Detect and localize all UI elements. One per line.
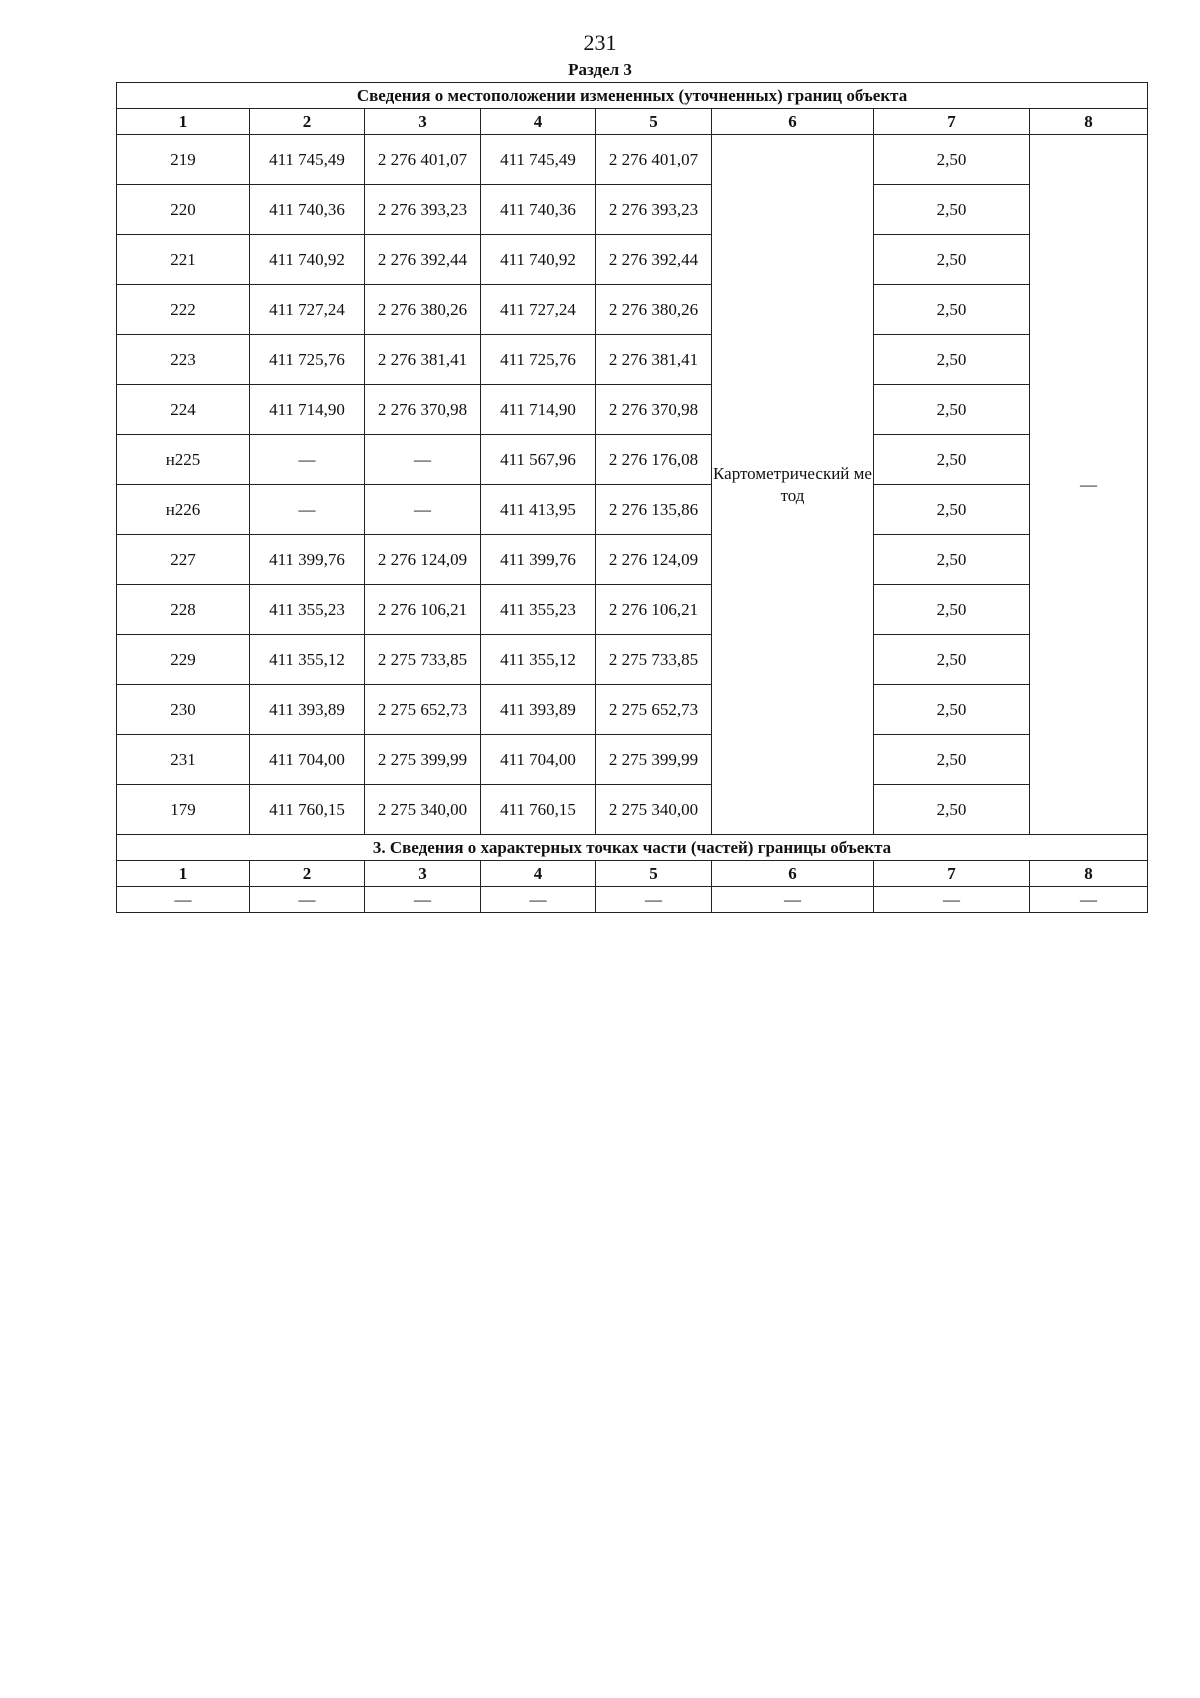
column-number: 3 bbox=[365, 861, 481, 887]
x-new-cell: 411 714,90 bbox=[481, 385, 596, 435]
y-old-cell: 2 275 399,99 bbox=[365, 735, 481, 785]
y-old-cell: 2 275 652,73 bbox=[365, 685, 481, 735]
column-number: 3 bbox=[365, 109, 481, 135]
empty-cell: — bbox=[874, 887, 1030, 913]
x-new-cell: 411 413,95 bbox=[481, 485, 596, 535]
x-new-cell: 411 740,36 bbox=[481, 185, 596, 235]
accuracy-cell: 2,50 bbox=[874, 335, 1030, 385]
x-old-cell: 411 355,23 bbox=[250, 585, 365, 635]
table-body bbox=[117, 83, 1148, 913]
y-old-cell: 2 276 380,26 bbox=[365, 285, 481, 335]
method-cell: Картометрический метод bbox=[712, 135, 874, 835]
accuracy-cell: 2,50 bbox=[874, 435, 1030, 485]
empty-cell: — bbox=[250, 887, 365, 913]
y-old-cell: 2 276 381,41 bbox=[365, 335, 481, 385]
x-new-cell: 411 355,23 bbox=[481, 585, 596, 635]
x-new-cell: 411 567,96 bbox=[481, 435, 596, 485]
x-old-cell: 411 740,36 bbox=[250, 185, 365, 235]
accuracy-cell: 2,50 bbox=[874, 785, 1030, 835]
table-row bbox=[117, 635, 1148, 685]
point-cell: 223 bbox=[117, 335, 250, 385]
table-row bbox=[117, 185, 1148, 235]
y-new-cell: 2 276 370,98 bbox=[596, 385, 712, 435]
y-new-cell: 2 275 340,00 bbox=[596, 785, 712, 835]
point-cell: 179 bbox=[117, 785, 250, 835]
y-new-cell: 2 276 135,86 bbox=[596, 485, 712, 535]
table-row bbox=[117, 485, 1148, 535]
column-number: 6 bbox=[712, 109, 874, 135]
point-cell: 222 bbox=[117, 285, 250, 335]
column-number: 7 bbox=[874, 109, 1030, 135]
x-old-cell: 411 355,12 bbox=[250, 635, 365, 685]
table-row bbox=[117, 385, 1148, 435]
column-number: 8 bbox=[1030, 861, 1148, 887]
table-row bbox=[117, 785, 1148, 835]
y-old-cell: 2 275 733,85 bbox=[365, 635, 481, 685]
column-number: 1 bbox=[117, 109, 250, 135]
empty-cell: — bbox=[481, 887, 596, 913]
y-new-cell: 2 276 392,44 bbox=[596, 235, 712, 285]
x-old-cell: 411 399,76 bbox=[250, 535, 365, 585]
accuracy-cell: 2,50 bbox=[874, 135, 1030, 185]
y-new-cell: 2 275 652,73 bbox=[596, 685, 712, 735]
x-old-cell: 411 714,90 bbox=[250, 385, 365, 435]
column-number: 5 bbox=[596, 109, 712, 135]
col8-cell: — bbox=[1030, 135, 1148, 835]
x-old-cell: 411 740,92 bbox=[250, 235, 365, 285]
accuracy-cell: 2,50 bbox=[874, 485, 1030, 535]
point-cell: 227 bbox=[117, 535, 250, 585]
y-old-cell: 2 276 124,09 bbox=[365, 535, 481, 585]
y-old-cell: 2 276 401,07 bbox=[365, 135, 481, 185]
x-new-cell: 411 399,76 bbox=[481, 535, 596, 585]
empty-cell: — bbox=[117, 887, 250, 913]
column-number: 2 bbox=[250, 861, 365, 887]
point-cell: 221 bbox=[117, 235, 250, 285]
column-number: 5 bbox=[596, 861, 712, 887]
x-old-cell: 411 745,49 bbox=[250, 135, 365, 185]
point-cell: н226 bbox=[117, 485, 250, 535]
y-new-cell: 2 275 733,85 bbox=[596, 635, 712, 685]
accuracy-cell: 2,50 bbox=[874, 235, 1030, 285]
point-cell: 219 bbox=[117, 135, 250, 185]
point-cell: 224 bbox=[117, 385, 250, 435]
y-new-cell: 2 276 380,26 bbox=[596, 285, 712, 335]
x-new-cell: 411 740,92 bbox=[481, 235, 596, 285]
accuracy-cell: 2,50 bbox=[874, 585, 1030, 635]
y-old-cell: 2 276 106,21 bbox=[365, 585, 481, 635]
section-title: Раздел 3 bbox=[568, 60, 632, 79]
x-old-cell: 411 725,76 bbox=[250, 335, 365, 385]
y-old-cell: 2 276 393,23 bbox=[365, 185, 481, 235]
x-old-cell: 411 393,89 bbox=[250, 685, 365, 735]
table-row bbox=[117, 585, 1148, 635]
y-old-cell: — bbox=[365, 435, 481, 485]
column-number: 6 bbox=[712, 861, 874, 887]
accuracy-cell: 2,50 bbox=[874, 185, 1030, 235]
table-row bbox=[117, 335, 1148, 385]
x-new-cell: 411 727,24 bbox=[481, 285, 596, 335]
x-new-cell: 411 393,89 bbox=[481, 685, 596, 735]
x-old-cell: 411 760,15 bbox=[250, 785, 365, 835]
accuracy-cell: 2,50 bbox=[874, 685, 1030, 735]
table2-column-numbers bbox=[117, 861, 1148, 887]
empty-cell: — bbox=[712, 887, 874, 913]
point-cell: 230 bbox=[117, 685, 250, 735]
x-new-cell: 411 725,76 bbox=[481, 335, 596, 385]
page-number: 231 bbox=[583, 30, 617, 55]
y-old-cell: 2 275 340,00 bbox=[365, 785, 481, 835]
column-number: 2 bbox=[250, 109, 365, 135]
table-row bbox=[117, 535, 1148, 585]
x-old-cell: 411 727,24 bbox=[250, 285, 365, 335]
y-old-cell: 2 276 392,44 bbox=[365, 235, 481, 285]
x-new-cell: 411 760,15 bbox=[481, 785, 596, 835]
table1-caption: Сведения о местоположении измененных (уточненных) границ объекта bbox=[117, 83, 1148, 109]
accuracy-cell: 2,50 bbox=[874, 535, 1030, 585]
column-number: 4 bbox=[481, 109, 596, 135]
table-row bbox=[117, 285, 1148, 335]
y-new-cell: 2 276 124,09 bbox=[596, 535, 712, 585]
column-number: 7 bbox=[874, 861, 1030, 887]
empty-cell: — bbox=[365, 887, 481, 913]
point-cell: 228 bbox=[117, 585, 250, 635]
y-new-cell: 2 276 401,07 bbox=[596, 135, 712, 185]
table1-caption-row bbox=[117, 83, 1148, 109]
table-row bbox=[117, 135, 1148, 185]
column-number: 1 bbox=[117, 861, 250, 887]
accuracy-cell: 2,50 bbox=[874, 735, 1030, 785]
boundary-table bbox=[116, 82, 1148, 913]
x-old-cell: — bbox=[250, 435, 365, 485]
table2-caption-row bbox=[117, 835, 1148, 861]
accuracy-cell: 2,50 bbox=[874, 635, 1030, 685]
x-old-cell: 411 704,00 bbox=[250, 735, 365, 785]
point-cell: 220 bbox=[117, 185, 250, 235]
y-new-cell: 2 276 176,08 bbox=[596, 435, 712, 485]
y-new-cell: 2 276 381,41 bbox=[596, 335, 712, 385]
column-number: 4 bbox=[481, 861, 596, 887]
x-new-cell: 411 745,49 bbox=[481, 135, 596, 185]
table-row bbox=[117, 435, 1148, 485]
x-new-cell: 411 704,00 bbox=[481, 735, 596, 785]
empty-cell: — bbox=[596, 887, 712, 913]
table2-caption: 3. Сведения о характерных точках части (частей) границы объекта bbox=[117, 835, 1148, 861]
table1-column-numbers bbox=[117, 109, 1148, 135]
table-row bbox=[117, 235, 1148, 285]
table-row bbox=[117, 685, 1148, 735]
accuracy-cell: 2,50 bbox=[874, 285, 1030, 335]
empty-cell: — bbox=[1030, 887, 1148, 913]
x-old-cell: — bbox=[250, 485, 365, 535]
point-cell: 229 bbox=[117, 635, 250, 685]
y-new-cell: 2 276 106,21 bbox=[596, 585, 712, 635]
point-cell: н225 bbox=[117, 435, 250, 485]
y-new-cell: 2 276 393,23 bbox=[596, 185, 712, 235]
x-new-cell: 411 355,12 bbox=[481, 635, 596, 685]
table-row bbox=[117, 735, 1148, 785]
column-number: 8 bbox=[1030, 109, 1148, 135]
table2-empty-row bbox=[117, 887, 1148, 913]
accuracy-cell: 2,50 bbox=[874, 385, 1030, 435]
y-old-cell: — bbox=[365, 485, 481, 535]
y-old-cell: 2 276 370,98 bbox=[365, 385, 481, 435]
y-new-cell: 2 275 399,99 bbox=[596, 735, 712, 785]
point-cell: 231 bbox=[117, 735, 250, 785]
